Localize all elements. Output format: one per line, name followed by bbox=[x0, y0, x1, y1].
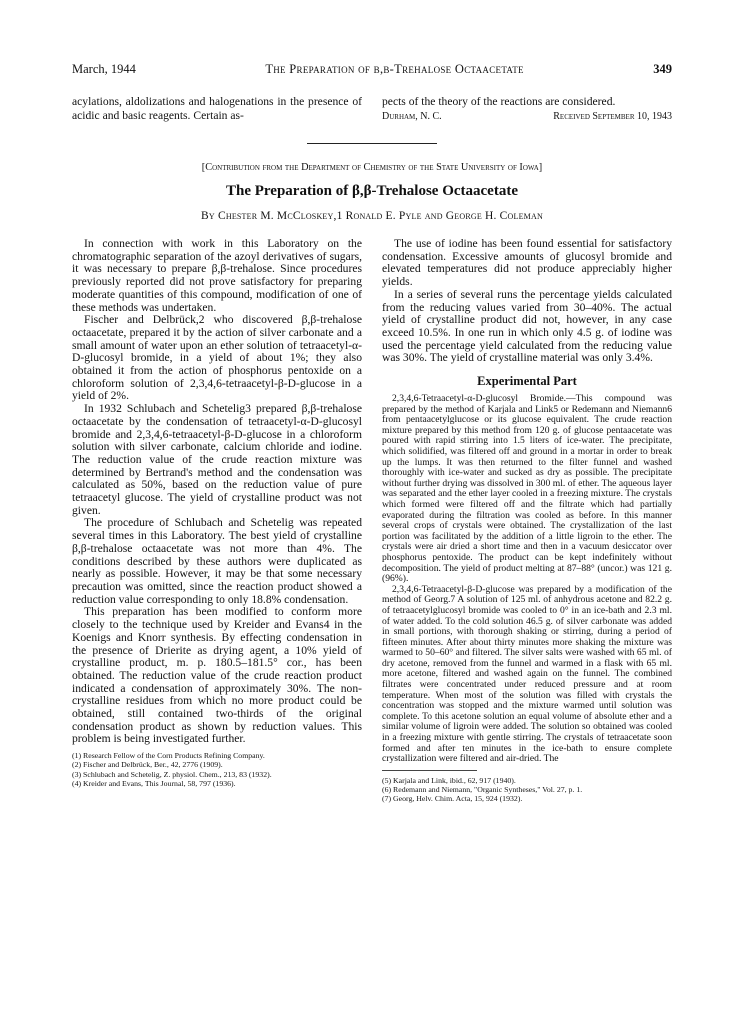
received-line bbox=[382, 110, 672, 124]
running-title: The Preparation of β,β-Trehalose Octaacetate bbox=[265, 62, 524, 76]
section-heading: Experimental Part bbox=[477, 374, 577, 389]
footnote: (7) Georg, Helv. Chim. Acta, 15, 924 (1932). bbox=[382, 794, 523, 804]
paragraph: This preparation has been modified to conform more closely to the technique used by Kreider and Evans4 in the Koenigs and Knorr synthesis. By effecting condensation in the presence of Drierite as drying agent, a 10% yield of crystalline product, m. p. 180.5–181.5° cor., has been obtained. The reduction value of the crude reaction product indicated a condensation of approximately 30%. The non-crystalline residues from which no more product could be obtained, still contained two-thirds of the original condensation product as shown by reduction values. This problem is being investigated further. bbox=[72, 605, 362, 746]
paragraph: In a series of several runs the percentage yields calculated from the reducing values varied from 30–40%. The actual yield of crystalline product did not, however, in any case exceed 10.5%. In one run in which only 4.5 g. of iodine was used the percentage yield calculated from the reducing value was 30%. The yield of crystalline material was only 3.4%. bbox=[382, 287, 672, 365]
paragraph: The use of iodine has been found essential for satisfactory condensation. Excessive amounts of glucosyl bromide and elevated temperatures did not produce appreciably higher yields. bbox=[382, 237, 672, 289]
footnotes-left bbox=[72, 751, 362, 788]
received-date: Received September 10, 1943 bbox=[553, 110, 672, 122]
article-title: The Preparation of β,β-Trehalose Octaacetate bbox=[226, 183, 518, 199]
footnotes-right bbox=[382, 776, 672, 804]
footnote: (2) Fischer and Delbrück, Ber., 42, 2776 (1909). bbox=[72, 760, 223, 770]
footnote: (6) Redemann and Niemann, "Organic Syntheses," Vol. 27, p. 1. bbox=[382, 785, 583, 795]
page-number: 349 bbox=[653, 62, 672, 76]
left-column bbox=[72, 238, 362, 803]
carryover-left: acylations, aldolizations and halogenations in the presence of acidic and basic reagents. Certain as- bbox=[72, 95, 362, 122]
paragraph: In 1932 Schlubach and Schetelig3 prepared β,β-trehalose octaacetate by the condensation of tetraacetyl-α-D-glucosyl bromide and 2,3,4,6-tetraacetyl-β-D-glucose in a chloroform solution with silver carbonate, calcium chloride and iodine. The reduction value of the crude reaction mixture was determined by Bertrand's method and the condensation was calculated as 50%, based on the reduction value of pure tetraacetyl glucose. The yield of crystalline product was not given. bbox=[72, 402, 362, 517]
footnote: (4) Kreider and Evans, This Journal, 58, 797 (1936). bbox=[72, 778, 236, 788]
section-divider bbox=[307, 143, 437, 144]
carryover-right: pects of the theory of the reactions are considered. bbox=[382, 95, 616, 108]
article-body bbox=[72, 238, 672, 803]
footnote: (3) Schlubach and Schetelig, Z. physiol. Chem., 213, 83 (1932). bbox=[72, 769, 272, 779]
previous-article-ending bbox=[72, 95, 672, 123]
paragraph: The procedure of Schlubach and Schetelig was repeated several times in this Laboratory. The best yield of crystalline β,β-trehalose octaacetate was not more than 4%. The conditions described by these authors were duplicated as nearly as possible. However, it may be that some necessary precaution was omitted, since the reaction product showed a reduction value corresponding to only 18.8% condensation. bbox=[72, 516, 362, 606]
contribution-line: [Contribution from the Department of Chemistry of the State University of Iowa] bbox=[201, 162, 543, 173]
paragraph: Fischer and Delbrück,2 who discovered β,β-trehalose octaacetate, prepared it by the action of silver carbonate and a small amount of water upon an ether solution of tetraacetyl-α-D-glucosyl bromide, in a yield of about 1%; they also obtained it from the action of phosphorus pentoxide on a chloroform solution of 2,3,4,6-tetraacetyl-β-D-glucose in a yield of 2%. bbox=[72, 313, 362, 403]
journal-page bbox=[72, 62, 672, 803]
footnote: (1) Research Fellow of the Corn Products Refining Company. bbox=[72, 751, 265, 761]
experimental-paragraph: 2,3,4,6-Tetraacetyl-α-D-glucosyl Bromide.—This compound was prepared by the method of Karjala and Link5 or Redemann and Niemann6 from pentaacetylglucose or its glucose equivalent. The crude reaction mixture prepared by this method from 120 g. of glucose pentaacetate was poured with rapid stirring into 1.5 liters of ice-water. The precipitate, which solidified, was filtered off and ground in a mortar in order to break up the lumps. It was then returned to the filter funnel and washed thoroughly with ice-water and sucked as dry as possible. The precipitate without further drying was dissolved in 300 ml. of ether. The aqueous layer was separated and the ether layer cooled in a freezing mixture. The crystals which formed were filtered off and the filtrate which had partially evaporated during the filtration was cooled as before. In this manner several crops of crystals were obtained. The crystallization of the last portion was facilitated by the addition of a little ligroin to the ether. The crystals were air dried a short time and then in a vacuum desiccator over phosphorus pentoxide. The product can be kept indefinitely without decomposition. The yield of product melting at 87–88° (uncor.) was 121 g. (96%). bbox=[382, 393, 672, 585]
author-line: By Chester M. McCloskey,1 Ronald E. Pyle and George H. Coleman bbox=[201, 210, 543, 222]
carryover-right-block bbox=[382, 95, 672, 123]
issue-date: March, 1944 bbox=[72, 62, 136, 76]
footnote-divider bbox=[382, 770, 477, 771]
running-head bbox=[72, 62, 672, 77]
experimental-paragraph: 2,3,4,6-Tetraacetyl-β-D-glucose was prepared by a modification of the method of Georg.7 A solution of 125 ml. of anhydrous acetone and 82.2 g. of tetraacetylglucosyl bromide was cooled to 0° in an ice-bath and 2.3 ml. of water added. To the cold solution 46.5 g. of silver carbonate was added in small portions, with thorough shaking or stirring, during a period of fifteen minutes. After about thirty minutes more shaking the mixture was warmed to 50–60° and filtered. The silver salts were washed with 65 ml. of dry acetone, removed from the funnel and warmed in a flask with 65 ml. more acetone, filtered and washed again on the funnel. The combined filtrates were concentrated under reduced pressure and at room temperature. When most of the solution was filled with crystals the concentration was stopped and the mixture warmed until solution was complete. To this acetone solution an equal volume of absolute ether and a similar volume of ligroin were added. The solution so obtained was cooled in a freezing mixture with gentle stirring. The crystals of tetraacetate soon formed and after ten minutes in the ice-bath to ensure complete crystallization were filtered and air-dried. The bbox=[382, 583, 672, 765]
footnote: (5) Karjala and Link, ibid., 62, 917 (1940). bbox=[382, 775, 516, 785]
location: Durham, N. C. bbox=[382, 110, 442, 122]
right-column bbox=[382, 238, 672, 803]
paragraph: In connection with work in this Laboratory on the chromatographic separation of the azoyl derivatives of sugars, it was necessary to prepare β,β-trehalose. Since procedures previously reported did not prove satisfactory for preparing moderate quantities of this compound, modification of one of these methods was undertaken. bbox=[72, 237, 362, 314]
